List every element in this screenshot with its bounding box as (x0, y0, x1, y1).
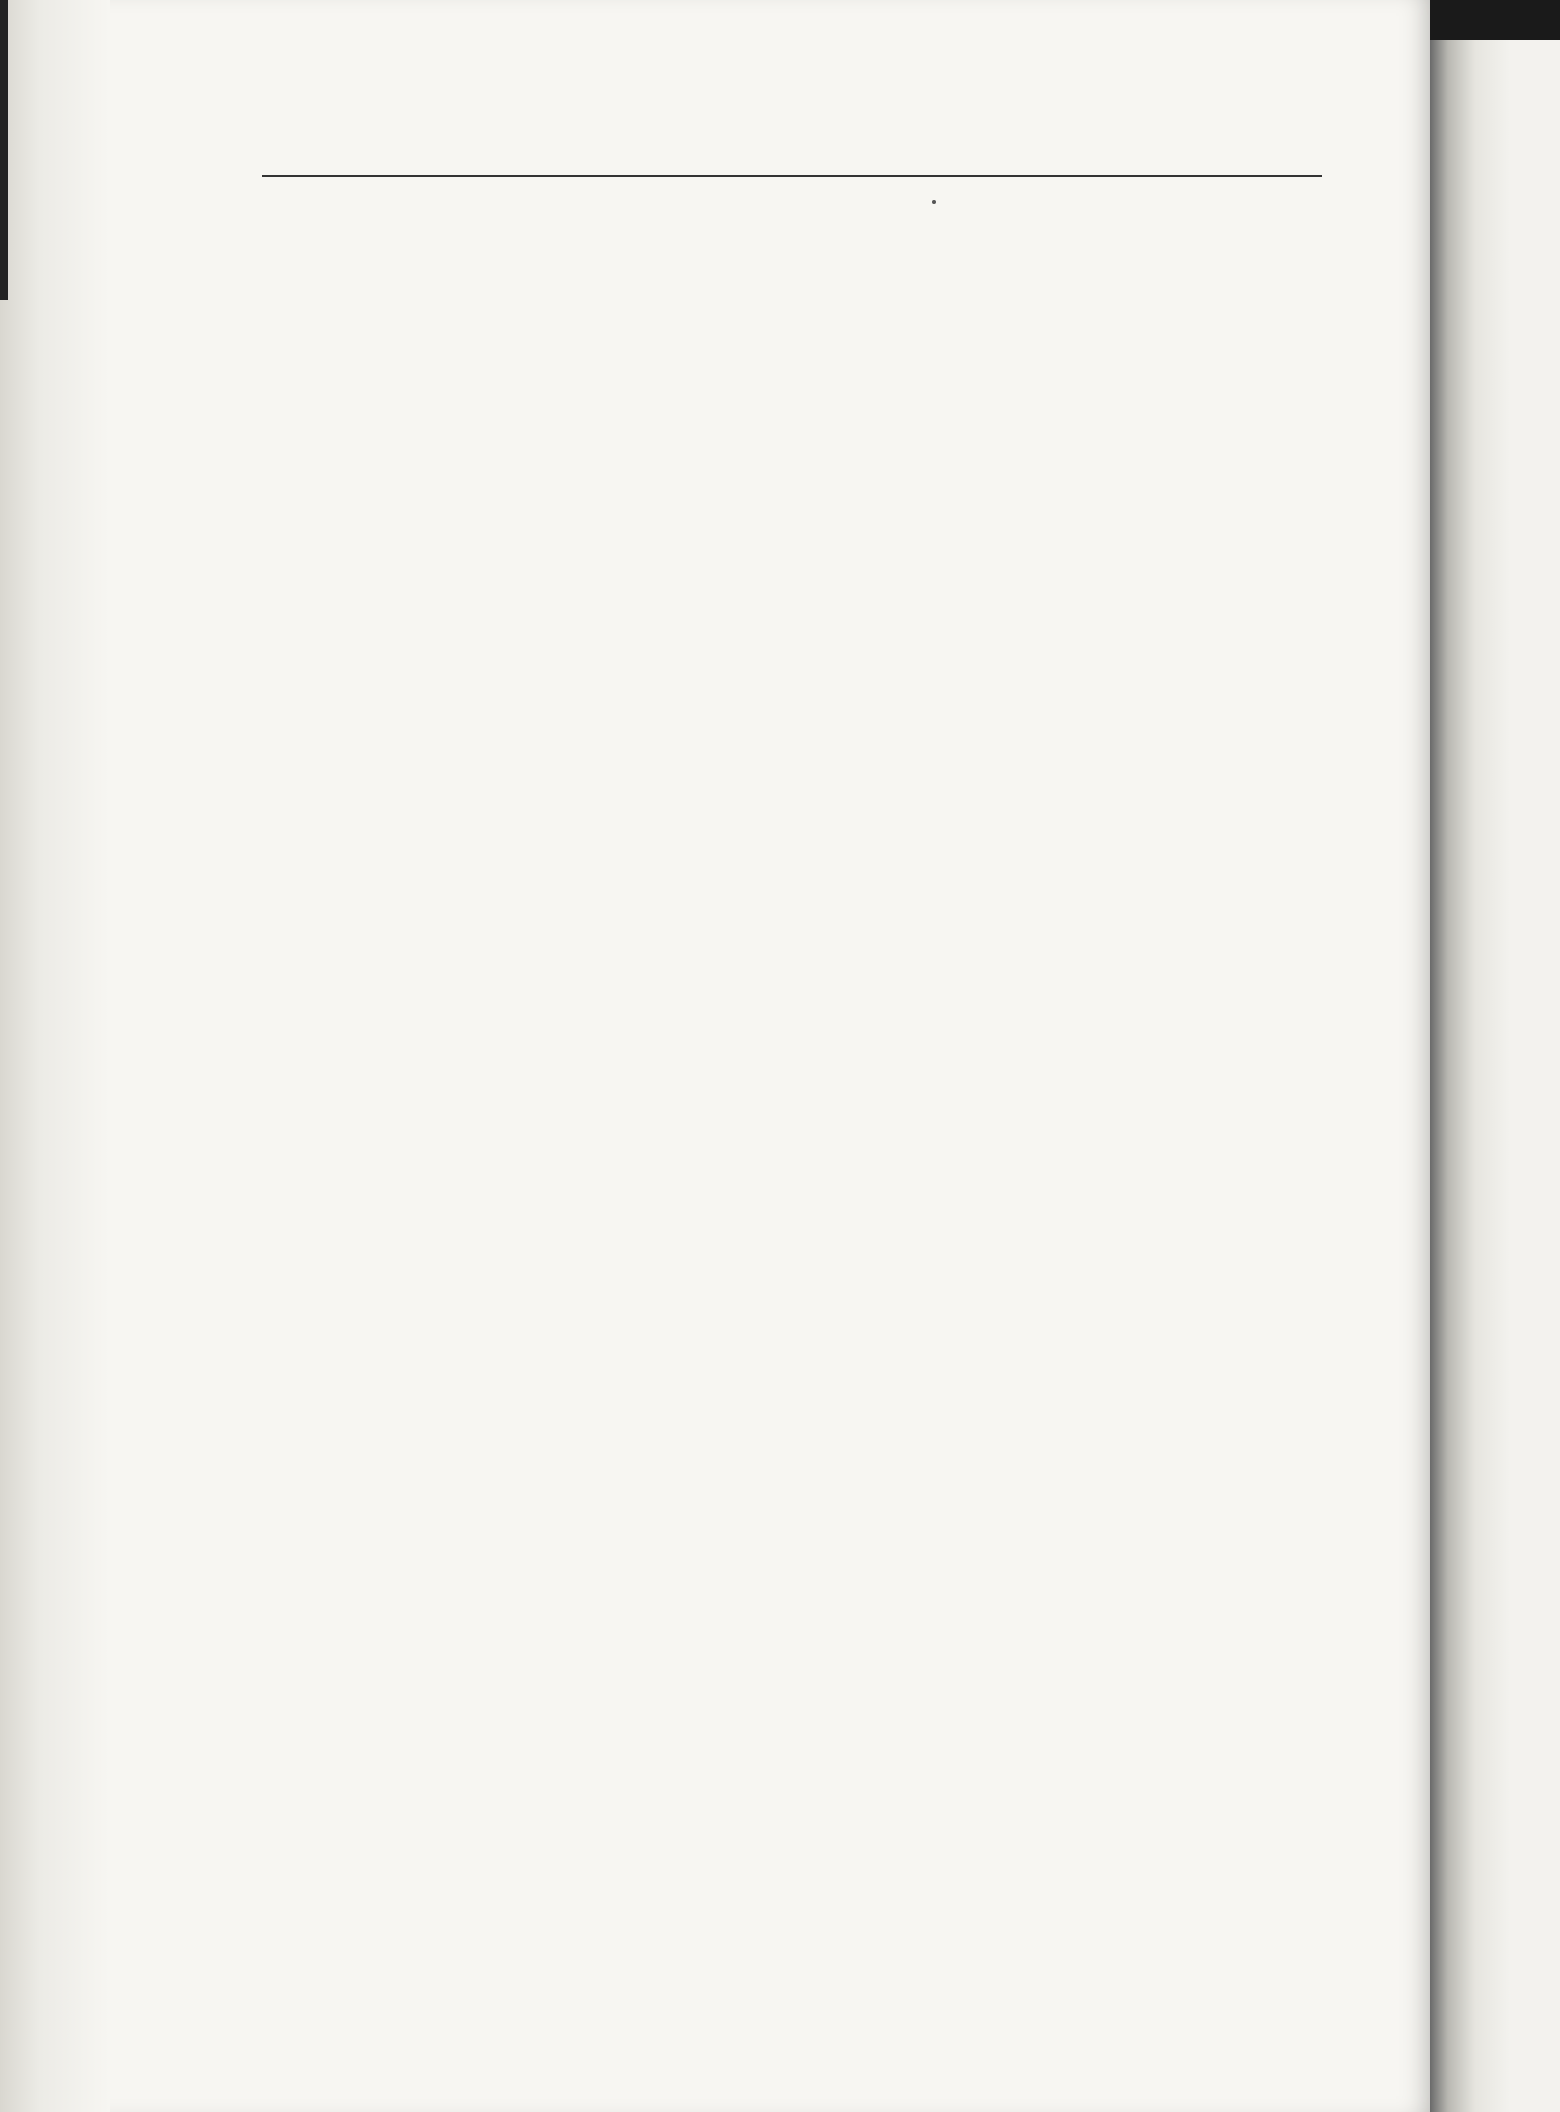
facing-page-strip (1430, 40, 1560, 2112)
ink-dot (932, 200, 936, 204)
list-item (255, 240, 1315, 269)
list-item (255, 457, 1315, 486)
list-item (255, 403, 1315, 432)
header-rule (262, 175, 1322, 177)
list-item (255, 294, 1315, 323)
body-text (255, 215, 1315, 524)
scan-edge (0, 0, 8, 300)
list-item (255, 348, 1315, 377)
page-header (265, 108, 1325, 158)
